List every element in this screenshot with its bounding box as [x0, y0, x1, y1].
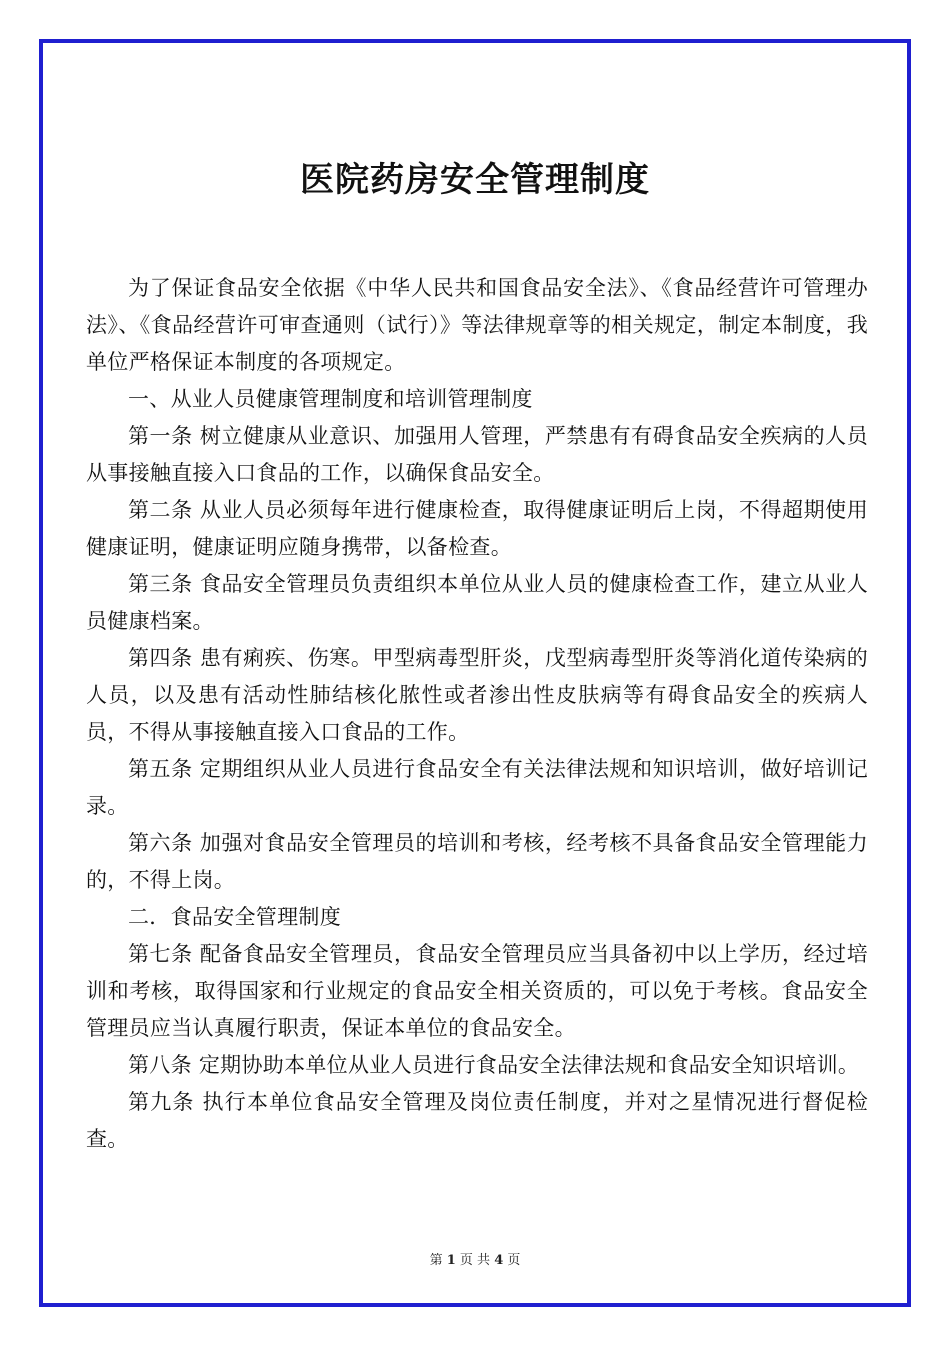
article-4: 第四条 患有痢疾、伤寒。甲型病毒型肝炎，戊型病毒型肝炎等消化道传染病的人员，以及患有活动性肺结核化脓性或者渗出性皮肤病等有碍食品安全的疾病人员，不得从事接触直接入口食品的工作。	[86, 646, 868, 744]
footer-middle: 页 共	[459, 1253, 491, 1268]
section-heading-1: 一、从业人员健康管理制度和培训管理制度	[128, 387, 533, 411]
section-heading-2: 二．食品安全管理制度	[128, 905, 341, 929]
footer-total-pages: 4	[494, 1253, 504, 1268]
article-1: 第一条 树立健康从业意识、加强用人管理，严禁患有有碍食品安全疾病的人员从事接触直接入口食品的工作，以确保食品安全。	[86, 424, 868, 485]
footer-suffix: 页	[507, 1253, 521, 1268]
page-footer	[0, 1249, 950, 1268]
article-2: 第二条 从业人员必须每年进行健康检查，取得健康证明后上岗，不得超期使用健康证明，健康证明应随身携带，以备检查。	[86, 498, 868, 559]
article-8: 第八条 定期协助本单位从业人员进行食品安全法律法规和食品安全知识培训。	[128, 1053, 860, 1077]
footer-prefix: 第	[429, 1253, 443, 1268]
article-5: 第五条 定期组织从业人员进行食品安全有关法律法规和知识培训，做好培训记录。	[86, 757, 868, 818]
article-7: 第七条 配备食品安全管理员，食品安全管理员应当具备初中以上学历，经过培训和考核，取得国家和行业规定的食品安全相关资质的，可以免于考核。食品安全管理员应当认真履行职责，保证本单位的食品安全。	[86, 942, 868, 1040]
article-3: 第三条 食品安全管理员负责组织本单位从业人员的健康检查工作，建立从业人员健康档案。	[86, 572, 868, 633]
article-9: 第九条 执行本单位食品安全管理及岗位责任制度，并对之星情况进行督促检查。	[86, 1090, 868, 1151]
document-title: 医院药房安全管理制度	[300, 160, 650, 200]
footer-current-page: 1	[446, 1253, 456, 1268]
document-body	[86, 270, 868, 1158]
intro-paragraph: 为了保证食品安全依据《中华人民共和国食品安全法》、《食品经营许可管理办法》、《食品经营许可审查通则（试行）》等法律规章等的相关规定，制定本制度，我单位严格保证本制度的各项规定。	[86, 276, 868, 374]
article-6: 第六条 加强对食品安全管理员的培训和考核，经考核不具备食品安全管理能力的，不得上岗。	[86, 831, 868, 892]
